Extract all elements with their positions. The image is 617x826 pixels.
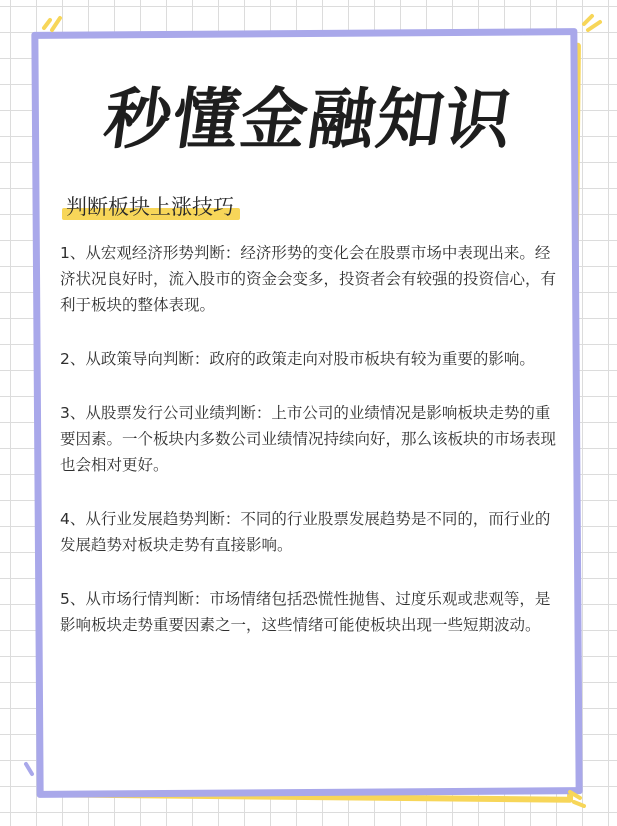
- sparkle-icon: [578, 10, 606, 32]
- paragraph-2: 2、从政策导向判断：政府的政策走向对股市板块有较为重要的影响。: [60, 350, 535, 368]
- paragraph-list: [56, 240, 562, 638]
- paragraph-3: 3、从股票发行公司业绩判断：上市公司的业绩情况是影响板块走势的重要因素。一个板块内多数公司业绩情况持续向好，那么该板块的市场表现也会相对更好。: [60, 404, 557, 474]
- sparkle-icon: [40, 12, 68, 34]
- paragraph-4: 4、从行业发展趋势判断：不同的行业股票发展趋势是不同的，而行业的发展趋势对板块走势有直接影响。: [60, 510, 551, 554]
- sparkle-icon: [566, 786, 594, 808]
- sparkle-icon: [20, 760, 48, 782]
- page-title: 秒懂金融知识: [99, 81, 519, 158]
- subtitle-block: [66, 192, 234, 222]
- subtitle: 判断板块上涨技巧: [66, 195, 234, 219]
- article: [56, 60, 562, 666]
- paragraph-1: 1、从宏观经济形势判断：经济形势的变化会在股票市场中表现出来。经济状况良好时，流入股市的资金会变多，投资者会有较强的投资信心，有利于板块的整体表现。: [60, 244, 557, 314]
- paragraph-5: 5、从市场行情判断：市场情绪包括恐慌性抛售、过度乐观或悲观等，是影响板块走势重要因素之一，这些情绪可能使板块出现一些短期波动。: [60, 590, 551, 634]
